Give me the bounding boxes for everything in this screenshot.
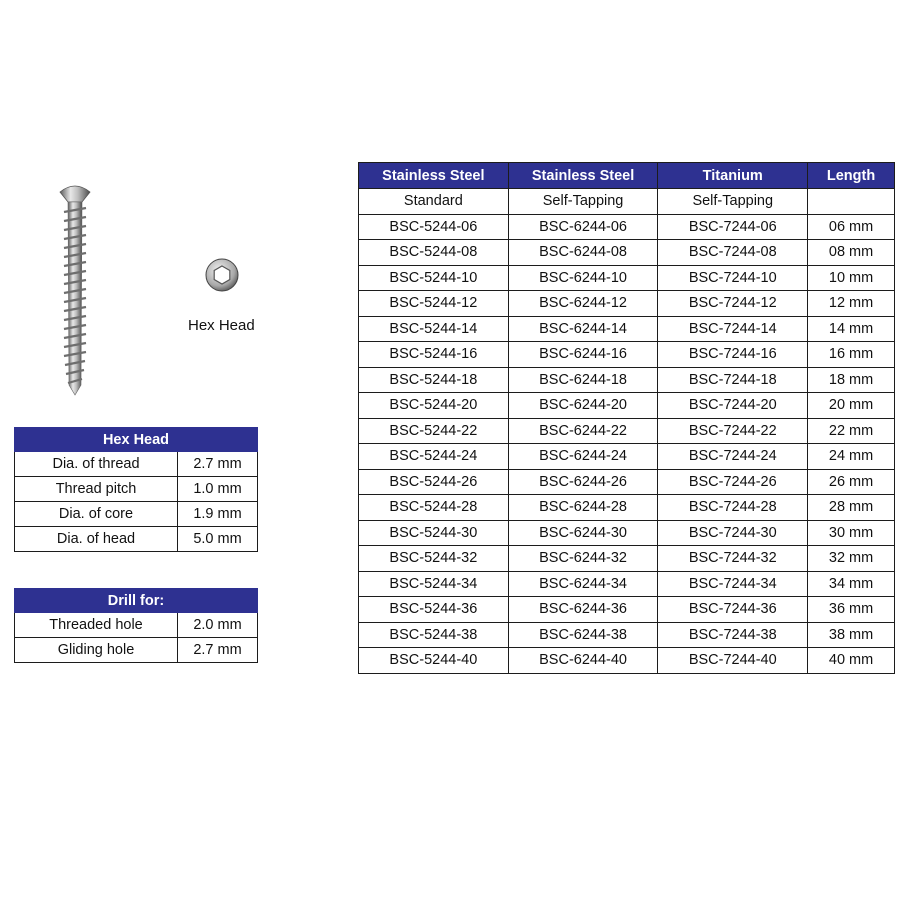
length-cell: 22 mm: [808, 418, 895, 444]
table-row: [359, 597, 895, 623]
table-row: [359, 444, 895, 470]
spec-value: 5.0 mm: [178, 527, 258, 552]
part-number-titanium: BSC-7244-34: [658, 571, 808, 597]
length-cell: 06 mm: [808, 214, 895, 240]
part-number-stainless-self-tapping: BSC-6244-06: [508, 214, 658, 240]
part-number-stainless-standard: BSC-5244-12: [359, 291, 509, 317]
table-row: [359, 469, 895, 495]
part-number-stainless-standard: BSC-5244-34: [359, 571, 509, 597]
drill-value: 2.7 mm: [178, 638, 258, 663]
drill-label: Threaded hole: [15, 613, 178, 638]
part-number-stainless-self-tapping: BSC-6244-24: [508, 444, 658, 470]
part-number-titanium: BSC-7244-40: [658, 648, 808, 674]
drill-row: [15, 613, 258, 638]
part-number-stainless-self-tapping: BSC-6244-36: [508, 597, 658, 623]
part-number-stainless-standard: BSC-5244-26: [359, 469, 509, 495]
cortical-screw-image: [50, 180, 100, 400]
header-stainless-standard: Stainless Steel: [359, 163, 509, 189]
part-number-stainless-standard: BSC-5244-22: [359, 418, 509, 444]
part-number-titanium: BSC-7244-16: [658, 342, 808, 368]
length-cell: 30 mm: [808, 520, 895, 546]
drill-spec-table: [14, 588, 258, 663]
part-number-stainless-standard: BSC-5244-10: [359, 265, 509, 291]
part-number-stainless-self-tapping: BSC-6244-14: [508, 316, 658, 342]
hex-head-spec-table: [14, 427, 258, 552]
drill-label: Gliding hole: [15, 638, 178, 663]
part-number-stainless-standard: BSC-5244-32: [359, 546, 509, 572]
part-number-titanium: BSC-7244-06: [658, 214, 808, 240]
table-row: [359, 342, 895, 368]
part-number-titanium: BSC-7244-38: [658, 622, 808, 648]
spec-value: 1.0 mm: [178, 477, 258, 502]
catalog-table: [358, 162, 895, 674]
table-row: [359, 520, 895, 546]
part-number-stainless-standard: BSC-5244-36: [359, 597, 509, 623]
part-number-stainless-standard: BSC-5244-24: [359, 444, 509, 470]
part-number-stainless-self-tapping: BSC-6244-18: [508, 367, 658, 393]
catalog-subheader-row: [359, 189, 895, 215]
part-number-stainless-standard: BSC-5244-16: [359, 342, 509, 368]
table-row: [359, 316, 895, 342]
part-number-titanium: BSC-7244-30: [658, 520, 808, 546]
length-cell: 18 mm: [808, 367, 895, 393]
part-number-stainless-standard: BSC-5244-40: [359, 648, 509, 674]
hex-head-caption: Hex Head: [188, 317, 255, 334]
part-number-titanium: BSC-7244-18: [658, 367, 808, 393]
part-number-stainless-self-tapping: BSC-6244-32: [508, 546, 658, 572]
length-cell: 14 mm: [808, 316, 895, 342]
part-number-stainless-self-tapping: BSC-6244-38: [508, 622, 658, 648]
length-cell: 38 mm: [808, 622, 895, 648]
drill-table-header: Drill for:: [15, 589, 258, 613]
length-cell: 34 mm: [808, 571, 895, 597]
spec-label: Dia. of head: [15, 527, 178, 552]
table-row: [359, 571, 895, 597]
length-cell: 36 mm: [808, 597, 895, 623]
part-number-titanium: BSC-7244-24: [658, 444, 808, 470]
length-cell: 16 mm: [808, 342, 895, 368]
part-number-stainless-standard: BSC-5244-28: [359, 495, 509, 521]
length-cell: 28 mm: [808, 495, 895, 521]
part-number-stainless-self-tapping: BSC-6244-08: [508, 240, 658, 266]
part-number-titanium: BSC-7244-22: [658, 418, 808, 444]
spec-row: [15, 452, 258, 477]
part-number-stainless-standard: BSC-5244-20: [359, 393, 509, 419]
table-row: [359, 648, 895, 674]
table-row: [359, 418, 895, 444]
table-row: [359, 291, 895, 317]
table-row: [359, 393, 895, 419]
length-cell: 32 mm: [808, 546, 895, 572]
table-row: [359, 265, 895, 291]
part-number-stainless-self-tapping: BSC-6244-20: [508, 393, 658, 419]
part-number-stainless-self-tapping: BSC-6244-30: [508, 520, 658, 546]
part-number-titanium: BSC-7244-14: [658, 316, 808, 342]
part-number-titanium: BSC-7244-10: [658, 265, 808, 291]
spec-row: [15, 502, 258, 527]
length-cell: 24 mm: [808, 444, 895, 470]
part-number-titanium: BSC-7244-32: [658, 546, 808, 572]
part-number-stainless-self-tapping: BSC-6244-22: [508, 418, 658, 444]
subheader-self-tapping-titanium: Self-Tapping: [658, 189, 808, 215]
catalog-header-row: [359, 163, 895, 189]
header-length: Length: [808, 163, 895, 189]
length-cell: 10 mm: [808, 265, 895, 291]
spec-value: 2.7 mm: [178, 452, 258, 477]
table-row: [359, 495, 895, 521]
part-number-stainless-self-tapping: BSC-6244-10: [508, 265, 658, 291]
table-row: [359, 622, 895, 648]
part-number-titanium: BSC-7244-12: [658, 291, 808, 317]
part-number-stainless-self-tapping: BSC-6244-12: [508, 291, 658, 317]
part-number-stainless-standard: BSC-5244-14: [359, 316, 509, 342]
spec-row: [15, 527, 258, 552]
length-cell: 12 mm: [808, 291, 895, 317]
subheader-self-tapping: Self-Tapping: [508, 189, 658, 215]
part-number-titanium: BSC-7244-28: [658, 495, 808, 521]
part-number-stainless-standard: BSC-5244-30: [359, 520, 509, 546]
spec-value: 1.9 mm: [178, 502, 258, 527]
subheader-length: [808, 189, 895, 215]
spec-row: [15, 477, 258, 502]
hex-head-icon: [204, 257, 240, 293]
length-cell: 20 mm: [808, 393, 895, 419]
length-cell: 08 mm: [808, 240, 895, 266]
spec-label: Thread pitch: [15, 477, 178, 502]
part-number-stainless-self-tapping: BSC-6244-26: [508, 469, 658, 495]
part-number-titanium: BSC-7244-20: [658, 393, 808, 419]
spec-label: Dia. of core: [15, 502, 178, 527]
part-number-stainless-standard: BSC-5244-18: [359, 367, 509, 393]
part-number-stainless-standard: BSC-5244-08: [359, 240, 509, 266]
table-row: [359, 367, 895, 393]
table-row: [359, 240, 895, 266]
hex-head-table-header: Hex Head: [15, 428, 258, 452]
table-row: [359, 214, 895, 240]
length-cell: 26 mm: [808, 469, 895, 495]
spec-label: Dia. of thread: [15, 452, 178, 477]
drill-row: [15, 638, 258, 663]
header-stainless-self-tapping: Stainless Steel: [508, 163, 658, 189]
table-row: [359, 546, 895, 572]
part-number-stainless-standard: BSC-5244-06: [359, 214, 509, 240]
subheader-standard: Standard: [359, 189, 509, 215]
drill-value: 2.0 mm: [178, 613, 258, 638]
part-number-titanium: BSC-7244-36: [658, 597, 808, 623]
part-number-stainless-self-tapping: BSC-6244-40: [508, 648, 658, 674]
length-cell: 40 mm: [808, 648, 895, 674]
part-number-stainless-standard: BSC-5244-38: [359, 622, 509, 648]
part-number-stainless-self-tapping: BSC-6244-34: [508, 571, 658, 597]
part-number-stainless-self-tapping: BSC-6244-28: [508, 495, 658, 521]
part-number-titanium: BSC-7244-08: [658, 240, 808, 266]
part-number-stainless-self-tapping: BSC-6244-16: [508, 342, 658, 368]
part-number-titanium: BSC-7244-26: [658, 469, 808, 495]
header-titanium: Titanium: [658, 163, 808, 189]
